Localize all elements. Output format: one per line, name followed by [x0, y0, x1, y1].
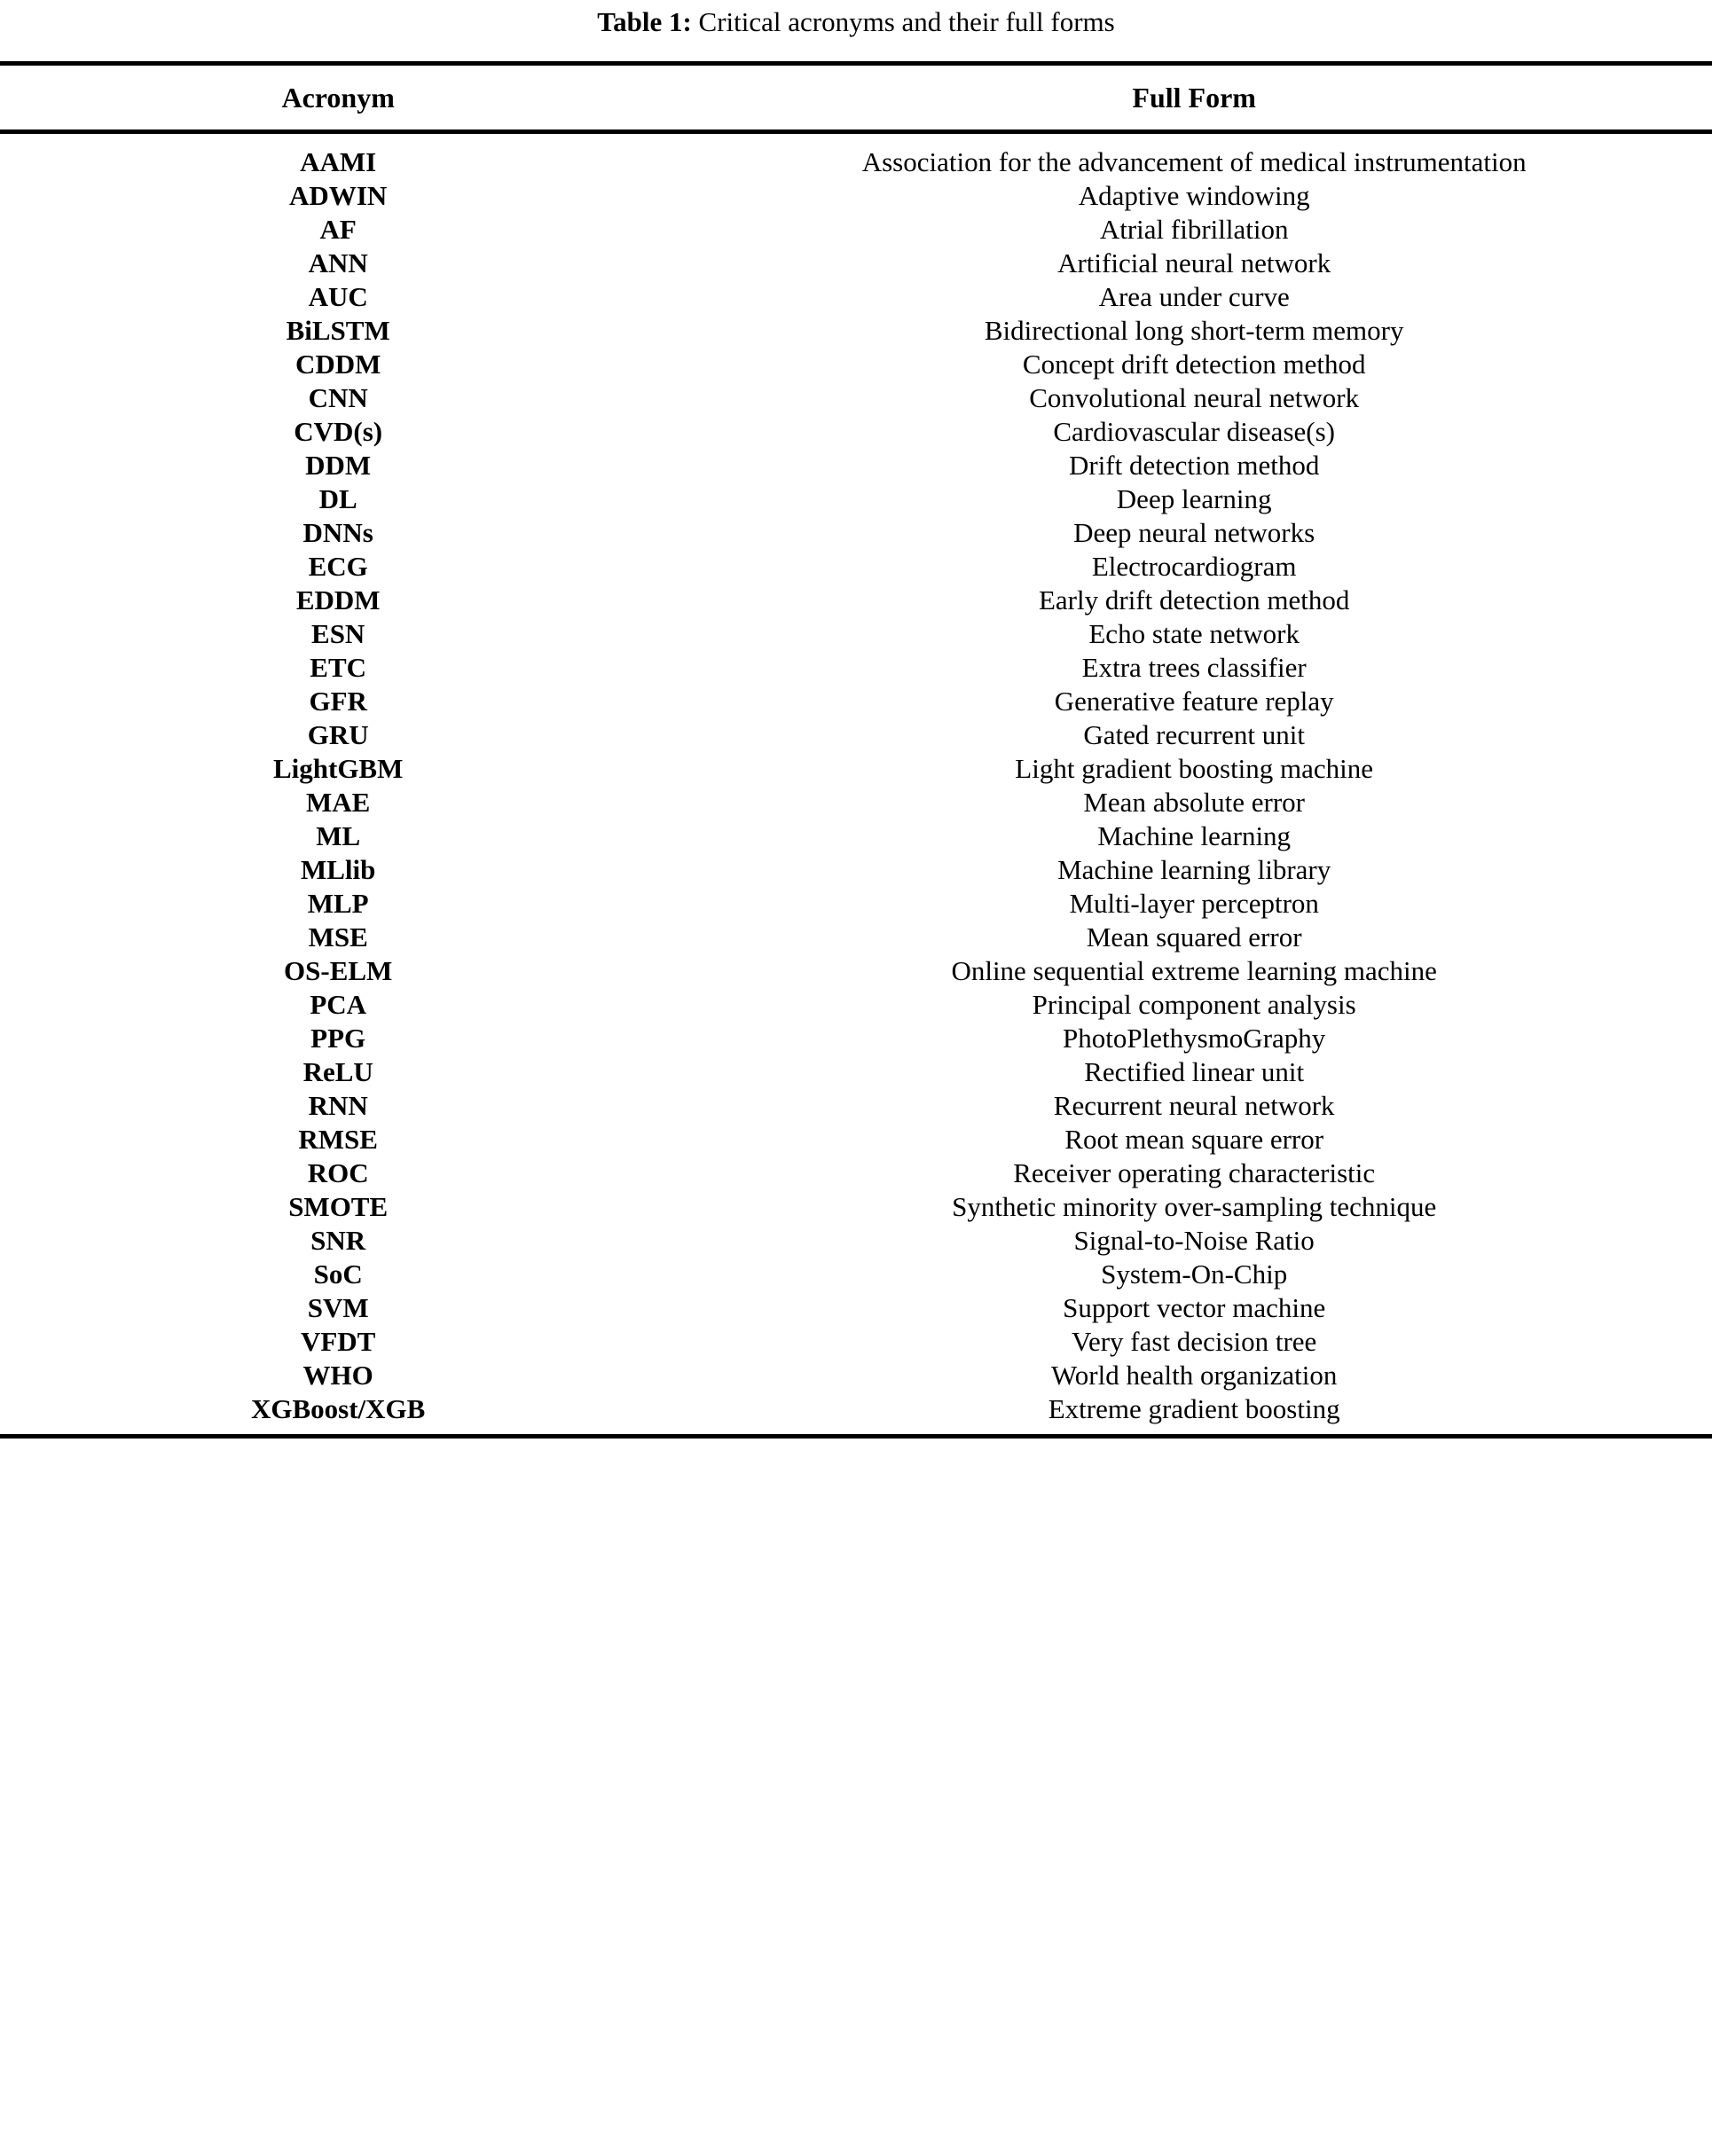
cell-acronym: BiLSTM [286, 315, 390, 346]
cell-acronym: PPG [310, 1023, 366, 1054]
table-row [0, 718, 1712, 752]
acronyms-table-body [0, 134, 1712, 1434]
acronyms-table [0, 66, 1712, 129]
cell-acronym: MAE [306, 787, 371, 818]
cell-full-form: Gated recurrent unit [1083, 719, 1305, 750]
cell-full-form: Association for the advancement of medical instrumentation [861, 146, 1527, 177]
cell-acronym: LightGBM [272, 753, 404, 784]
cell-full-form: Recurrent neural network [1053, 1090, 1335, 1121]
table-row [0, 179, 1712, 213]
table-row [0, 921, 1712, 954]
cell-acronym: GRU [307, 719, 369, 750]
table-row [0, 348, 1712, 381]
cell-acronym: DNNs [302, 517, 373, 548]
cell-full-form: Synthetic minority over-sampling technique [952, 1191, 1437, 1222]
table-row [0, 617, 1712, 651]
cell-acronym: CDDM [294, 349, 381, 380]
cell-acronym: XGBoost/XGB [250, 1393, 426, 1424]
table-row [0, 1392, 1712, 1434]
table-row [0, 134, 1712, 179]
cell-full-form: Concept drift detection method [1022, 349, 1366, 380]
cell-full-form: Machine learning library [1057, 854, 1331, 885]
cell-full-form: Mean squared error [1086, 921, 1302, 953]
cell-full-form: Generative feature replay [1054, 686, 1334, 717]
table-row [0, 1224, 1712, 1258]
table-row [0, 1258, 1712, 1291]
cell-acronym: AAMI [300, 146, 377, 177]
cell-full-form: Bidirectional long short-term memory [984, 315, 1404, 346]
cell-full-form: Deep neural networks [1073, 517, 1315, 548]
cell-full-form: Convolutional neural network [1029, 382, 1360, 413]
table-row [0, 685, 1712, 718]
cell-acronym: ESN [311, 618, 365, 649]
table-caption-label: Table 1: [597, 6, 692, 37]
cell-acronym: EDDM [295, 584, 381, 615]
table-row [0, 314, 1712, 348]
cell-acronym: ANN [308, 247, 368, 278]
cell-acronym: ROC [307, 1157, 369, 1188]
cell-full-form: Mean absolute error [1083, 787, 1305, 818]
cell-acronym: ECG [308, 551, 368, 582]
table-row [0, 213, 1712, 247]
cell-acronym: WHO [302, 1360, 373, 1391]
cell-full-form: Multi-layer perceptron [1069, 888, 1319, 919]
column-header-full-form: Full Form [1132, 82, 1256, 114]
table-header [0, 66, 1712, 129]
cell-acronym: AF [319, 214, 357, 245]
table-header-row [0, 66, 1712, 129]
table-caption [0, 0, 1712, 40]
table-row [0, 584, 1712, 617]
table-row [0, 954, 1712, 988]
cell-acronym: DL [318, 483, 357, 514]
cell-full-form: Receiver operating characteristic [1013, 1157, 1376, 1188]
column-header-acronym: Acronym [281, 82, 395, 114]
cell-full-form: Principal component analysis [1032, 989, 1356, 1020]
table-row [0, 651, 1712, 685]
table-row [0, 247, 1712, 280]
cell-acronym: CVD(s) [294, 416, 383, 447]
cell-full-form: Drift detection method [1068, 450, 1320, 481]
table-bottom-rule [0, 1434, 1712, 1439]
cell-acronym: ADWIN [289, 180, 388, 211]
cell-full-form: Rectified linear unit [1084, 1056, 1305, 1087]
cell-acronym: ML [316, 820, 361, 851]
cell-acronym: RMSE [298, 1124, 378, 1155]
cell-full-form: PhotoPlethysmoGraphy [1063, 1023, 1326, 1054]
cell-full-form: World health organization [1051, 1360, 1338, 1391]
table-row [0, 1325, 1712, 1359]
cell-acronym: ReLU [302, 1056, 373, 1087]
cell-acronym: AUC [308, 281, 368, 312]
cell-acronym: MSE [308, 921, 368, 953]
table-row [0, 786, 1712, 819]
cell-acronym: CNN [308, 382, 368, 413]
table-row [0, 1089, 1712, 1123]
table-row [0, 482, 1712, 516]
cell-full-form: Area under curve [1098, 281, 1290, 312]
cell-full-form: Electrocardiogram [1091, 551, 1297, 582]
table-row [0, 1190, 1712, 1224]
table-row [0, 853, 1712, 887]
table-row [0, 1359, 1712, 1392]
cell-full-form: Artificial neural network [1057, 247, 1331, 278]
cell-full-form: Light gradient boosting machine [1015, 753, 1374, 784]
cell-full-form: Root mean square error [1064, 1124, 1324, 1155]
table-caption-text: Critical acronyms and their full forms [698, 6, 1115, 37]
table-row [0, 887, 1712, 921]
cell-acronym: SVM [307, 1292, 369, 1323]
cell-full-form: Adaptive windowing [1078, 180, 1310, 211]
cell-acronym: VFDT [300, 1326, 376, 1357]
table-row [0, 1291, 1712, 1325]
cell-acronym: GFR [309, 686, 367, 717]
cell-acronym: MLP [307, 888, 369, 919]
table-row [0, 550, 1712, 584]
cell-full-form: Very fast decision tree [1072, 1326, 1317, 1357]
table-row [0, 1123, 1712, 1156]
cell-full-form: Signal-to-Noise Ratio [1073, 1225, 1315, 1256]
table-row [0, 988, 1712, 1022]
table-row [0, 1156, 1712, 1190]
cell-full-form: Machine learning [1097, 820, 1292, 851]
cell-acronym: OS-ELM [284, 955, 393, 986]
cell-full-form: Extra trees classifier [1081, 652, 1307, 683]
cell-acronym: SMOTE [288, 1191, 389, 1222]
cell-full-form: Extreme gradient boosting [1048, 1393, 1340, 1424]
table-row [0, 381, 1712, 415]
table-row [0, 752, 1712, 786]
cell-full-form: Cardiovascular disease(s) [1053, 416, 1335, 447]
cell-full-form: Early drift detection method [1038, 584, 1350, 615]
cell-acronym: ETC [310, 652, 367, 683]
cell-acronym: MLlib [300, 854, 376, 885]
table-row [0, 280, 1712, 314]
cell-full-form: System-On-Chip [1101, 1258, 1288, 1290]
cell-acronym: DDM [305, 450, 372, 481]
cell-full-form: Echo state network [1088, 618, 1300, 649]
table-row [0, 516, 1712, 550]
cell-full-form: Support vector machine [1063, 1292, 1326, 1323]
cell-full-form: Deep learning [1116, 483, 1272, 514]
cell-acronym: RNN [308, 1090, 368, 1121]
cell-full-form: Online sequential extreme learning machine [951, 955, 1437, 986]
cell-acronym: SNR [310, 1225, 366, 1256]
table-row [0, 819, 1712, 853]
table-body [0, 134, 1712, 1434]
table-row [0, 1055, 1712, 1089]
cell-acronym: SoC [313, 1258, 363, 1290]
table-row [0, 1022, 1712, 1055]
cell-full-form: Atrial fibrillation [1099, 214, 1289, 245]
table-row [0, 449, 1712, 482]
table-row [0, 415, 1712, 449]
cell-acronym: PCA [310, 989, 367, 1020]
